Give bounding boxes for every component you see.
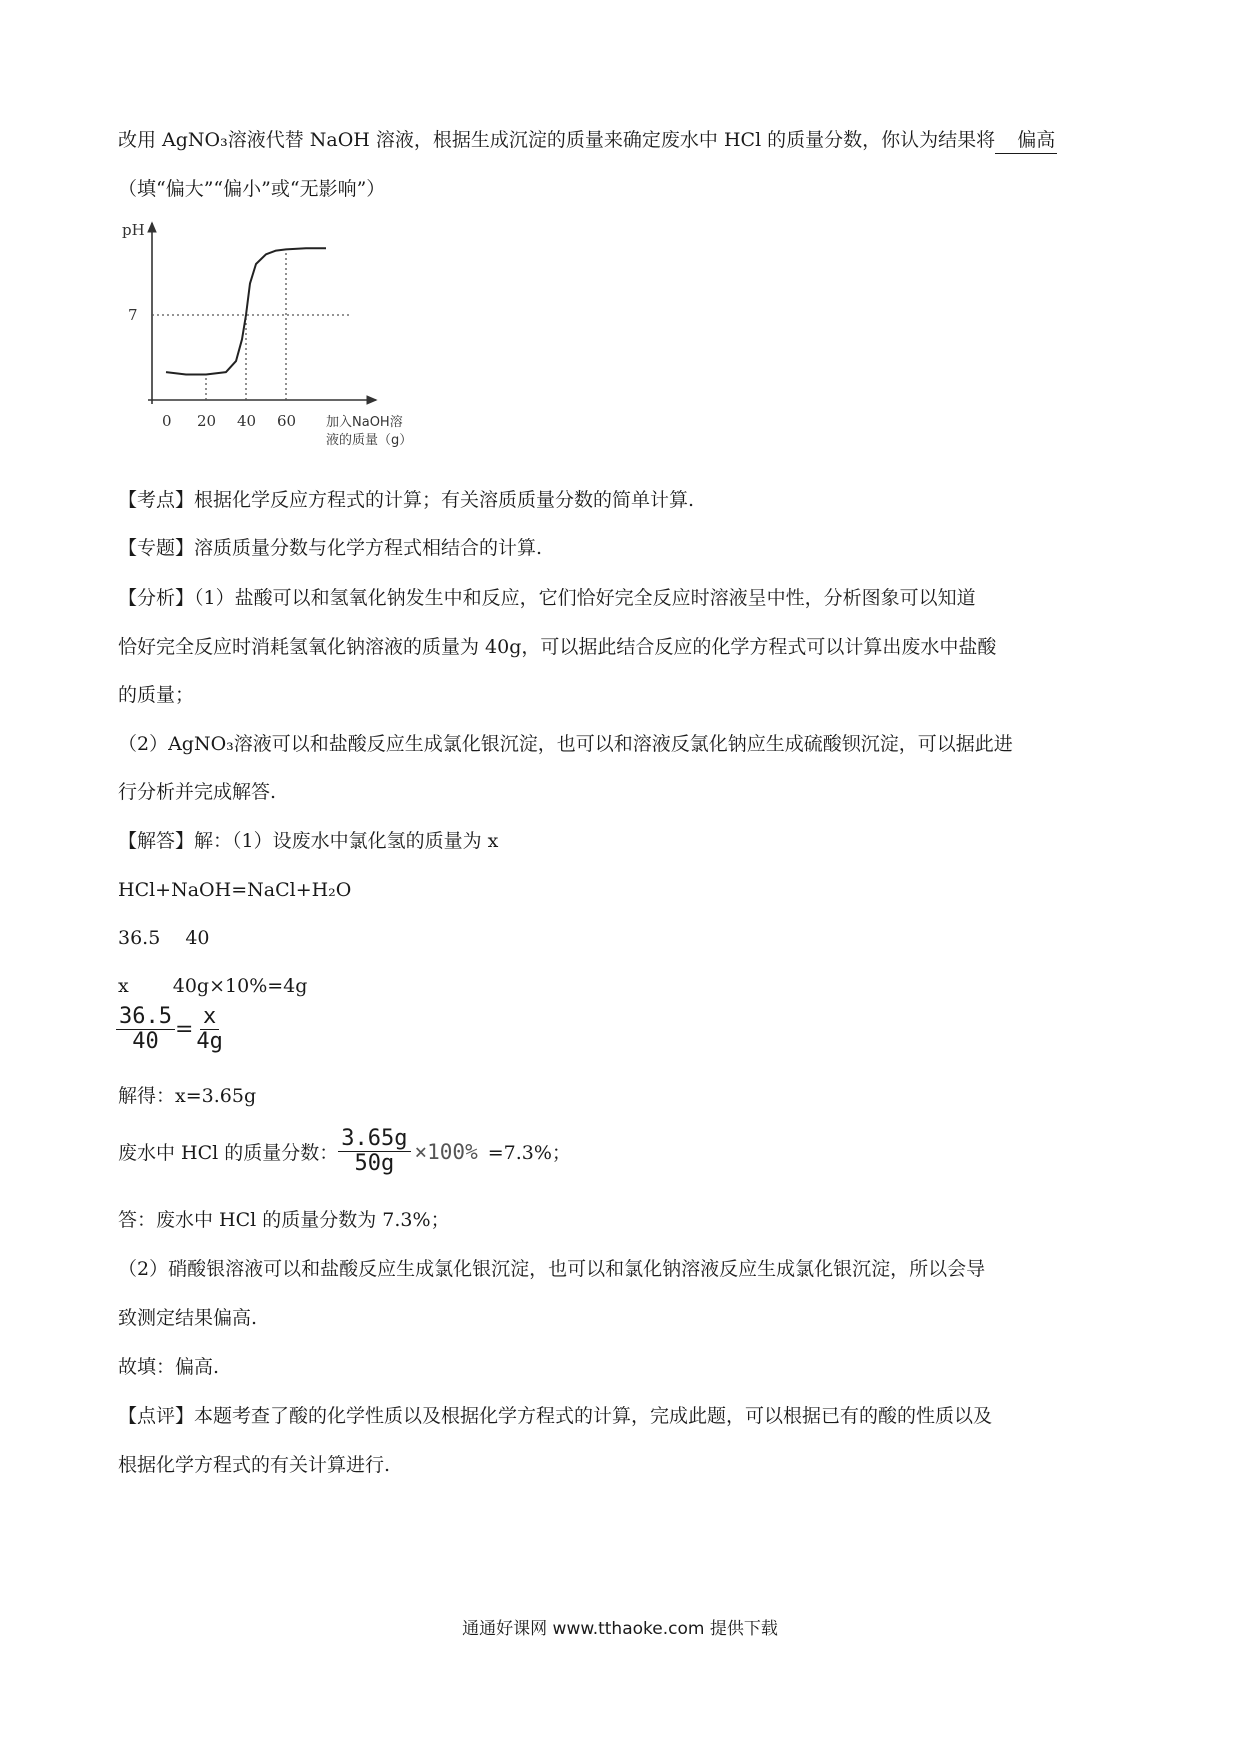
y-tick-label: 7 [128,306,138,324]
fraction-right-denominator: 4g [196,1029,223,1054]
ph-chart [118,215,418,455]
fraction-left-numerator: 36.5 [116,1005,175,1030]
equals-sign: = [174,1017,194,1042]
x-tick-label-40: 40 [237,412,257,430]
mass-fraction-result: =7.3%； [487,1142,571,1164]
fenxi-line-3: 的质量； [118,684,195,706]
page-footer: 通通好课网 www.tthaoke.com 提供下载 [462,1619,778,1639]
ratio-bottom: x 40g×10%=4g [118,975,308,997]
fraction-right [193,1005,226,1054]
part2-line-2: 致测定结果偏高. [118,1307,258,1329]
mass-fraction-numerator: 3.65g [338,1127,410,1152]
fenxi-line-2: 恰好完全反应时消耗氢氧化钠溶液的质量为 40g，可以据此结合反应的化学方程式可以计算出废水中盐酸 [118,636,997,658]
intro-text: 改用 AgNO₃溶液代替 NaOH 溶液，根据生成沉淀的质量来确定废水中 HCl 的质量分数，你认为结果将 [118,129,996,151]
x-tick-label-20: 20 [197,412,217,430]
intro-line-1 [118,127,1057,154]
mass-fraction-denominator: 50g [354,1151,395,1176]
fraction-right-numerator: x [200,1005,219,1030]
mass-fraction-line [118,1127,571,1176]
fenxi-line-1: 【分析】（1）盐酸可以和氢氧化钠发生中和反应，它们恰好完全反应时溶液呈中性，分析图象可以知道 [118,587,976,609]
dianping-line-2: 根据化学方程式的有关计算进行. [118,1454,391,1476]
fraction-left-denominator: 40 [132,1029,159,1054]
times-100-percent: ×100% [414,1139,478,1164]
dianping-line-1: 【点评】本题考查了酸的化学性质以及根据化学方程式的计算，完成此题，可以根据已有的酸的性质以及 [118,1405,993,1427]
fenxi-line-4: （2）AgNO₃溶液可以和盐酸反应生成氯化银沉淀，也可以和溶液反氯化钠应生成硫酸钡沉淀，可以据此进 [118,733,1013,755]
guti-line: 故填：偏高. [118,1356,220,1378]
part2-line-1: （2）硝酸银溶液可以和盐酸反应生成氯化银沉淀，也可以和氯化钠溶液反应生成氯化银沉淀，所以会导 [118,1258,986,1280]
answer-line: 答：废水中 HCl 的质量分数为 7.3%； [118,1209,450,1231]
proportion-equation [116,1005,226,1054]
intro-line-2: （填“偏大”“偏小”或“无影响”） [118,178,386,200]
ratio-top: 36.5 40 [118,927,210,949]
answer-blank: 偏高 [995,127,1057,154]
ph-curve [166,248,326,374]
zhuanti: 【专题】溶质质量分数与化学方程式相结合的计算. [118,537,543,559]
x-tick-label-0: 0 [162,412,172,430]
kaodian: 【考点】根据化学反应方程式的计算；有关溶质质量分数的简单计算. [118,489,695,511]
fenxi-line-5: 行分析并完成解答. [118,781,277,803]
x-axis-label-line-1: 加入NaOH溶 [326,415,403,430]
y-axis-label: pH [122,221,145,239]
result-line: 解得：x=3.65g [118,1085,257,1107]
x-tick-label-60: 60 [277,412,297,430]
mass-fraction [338,1127,410,1176]
fraction-left [116,1005,175,1054]
reaction-equation: HCl+NaOH=NaCl+H₂O [118,879,352,901]
mass-fraction-label: 废水中 HCl 的质量分数： [118,1142,339,1164]
jieda-heading: 【解答】解：（1）设废水中氯化氢的质量为 x [118,830,499,852]
x-axis-label-line-2: 液的质量（g） [326,433,413,448]
